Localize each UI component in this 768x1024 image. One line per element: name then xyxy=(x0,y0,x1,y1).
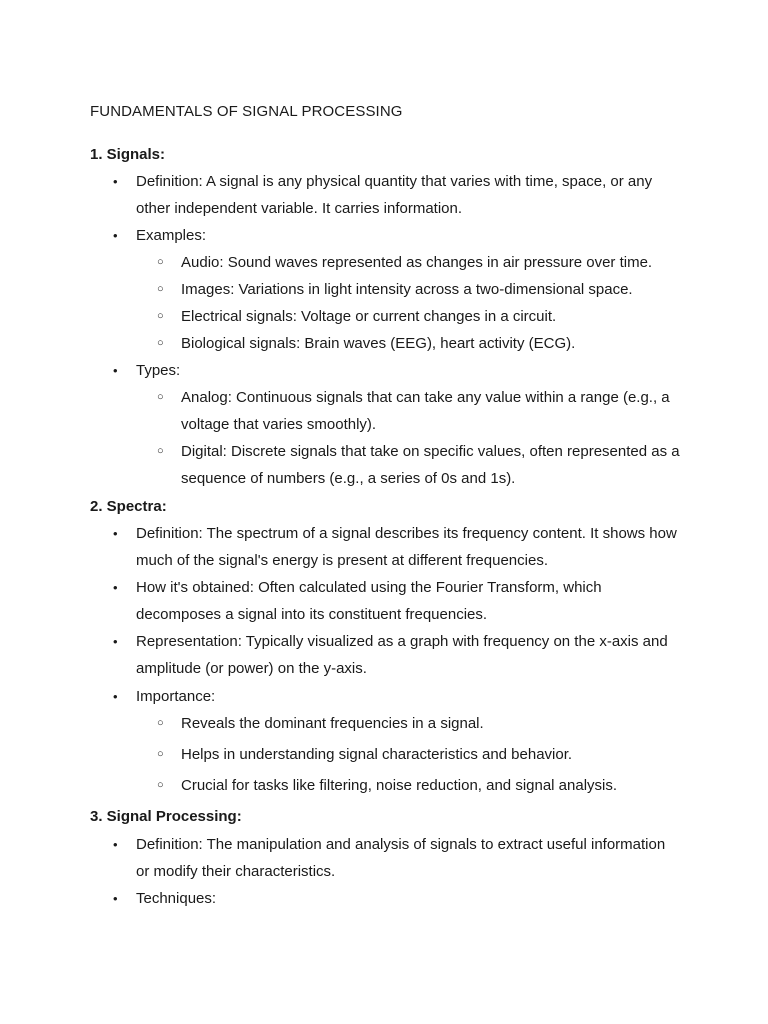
list-item-processing-definition xyxy=(113,831,681,885)
sub-item-text: Digital: Discrete signals that take on specific values, often represented as a sequence of numbers (e.g., a series of 0s and 1s). xyxy=(181,443,680,487)
sub-item-text: Reveals the dominant frequencies in a signal. xyxy=(181,715,484,732)
sub-bullet-marker: ○ xyxy=(157,717,164,729)
sub-item-text: Audio: Sound waves represented as changes in air pressure over time. xyxy=(181,254,653,271)
sub-bullet-marker: ○ xyxy=(157,748,164,760)
list-item-text: How it's obtained: Often calculated using the Fourier Transform, which decomposes a signal into its constituent frequencies. xyxy=(136,579,602,623)
list-item-text: Techniques: xyxy=(136,890,217,907)
sub-item-text: Analog: Continuous signals that can take any value within a range (e.g., a voltage that varies smoothly). xyxy=(181,389,670,433)
sub-bullet-marker: ○ xyxy=(157,779,164,791)
sub-bullet-marker: ○ xyxy=(157,445,164,457)
section-heading-spectra: 2. Spectra: xyxy=(90,498,167,515)
bullet-marker: • xyxy=(113,580,118,595)
bullet-marker: • xyxy=(113,228,118,243)
bullet-marker: • xyxy=(113,689,118,704)
sub-bullet-marker: ○ xyxy=(157,337,164,349)
list-item-spectra-importance xyxy=(113,683,681,710)
list-item-text: Examples: xyxy=(136,227,207,244)
bullet-marker: • xyxy=(113,891,118,906)
bullet-marker: • xyxy=(113,837,118,852)
document-title: FUNDAMENTALS OF SIGNAL PROCESSING xyxy=(90,103,403,120)
sub-bullet-marker: ○ xyxy=(157,391,164,403)
list-item-text: Types: xyxy=(136,362,181,379)
sub-item-dominant-frequencies xyxy=(157,710,681,737)
sub-item-text: Crucial for tasks like filtering, noise reduction, and signal analysis. xyxy=(181,777,618,794)
sub-bullet-marker: ○ xyxy=(157,310,164,322)
list-item-text: Definition: A signal is any physical quantity that varies with time, space, or any other independent variable. It carries information. xyxy=(136,173,653,217)
sub-item-text: Images: Variations in light intensity across a two-dimensional space. xyxy=(181,281,633,298)
list-item-signals-types xyxy=(113,357,681,384)
bullet-marker: • xyxy=(113,526,118,541)
list-item-text: Definition: The spectrum of a signal describes its frequency content. It shows how much of the signal's energy is present at different frequencies. xyxy=(136,525,677,569)
section-heading-signal-processing: 3. Signal Processing: xyxy=(90,808,242,825)
list-item-signals-examples xyxy=(113,222,681,249)
sub-item-biological-signals xyxy=(157,330,681,357)
list-item-signals-definition xyxy=(113,168,681,222)
sub-item-text: Electrical signals: Voltage or current changes in a circuit. xyxy=(181,308,557,325)
list-item-text: Definition: The manipulation and analysis of signals to extract useful information or modify their characteristics. xyxy=(136,836,666,880)
sub-item-digital xyxy=(157,438,681,492)
sub-item-text: Helps in understanding signal characteristics and behavior. xyxy=(181,746,573,763)
bullet-marker: • xyxy=(113,634,118,649)
list-item-spectra-representation xyxy=(113,628,681,682)
list-item-text: Importance: xyxy=(136,688,216,705)
sub-item-images xyxy=(157,276,681,303)
list-item-text: Representation: Typically visualized as a graph with frequency on the x-axis and amplitude (or power) on the y-axis. xyxy=(136,633,668,677)
sub-item-crucial-tasks xyxy=(157,772,681,799)
list-item-spectra-how-obtained xyxy=(113,574,681,628)
sub-bullet-marker: ○ xyxy=(157,256,164,268)
list-item-processing-techniques xyxy=(113,885,681,912)
sub-item-text: Biological signals: Brain waves (EEG), heart activity (ECG). xyxy=(181,335,576,352)
sub-bullet-marker: ○ xyxy=(157,283,164,295)
section-heading-signals: 1. Signals: xyxy=(90,146,166,163)
bullet-marker: • xyxy=(113,174,118,189)
sub-item-signal-characteristics xyxy=(157,741,681,768)
bullet-marker: • xyxy=(113,363,118,378)
sub-item-analog xyxy=(157,384,681,438)
sub-item-audio xyxy=(157,249,681,276)
list-item-spectra-definition xyxy=(113,520,681,574)
sub-item-electrical-signals xyxy=(157,303,681,330)
